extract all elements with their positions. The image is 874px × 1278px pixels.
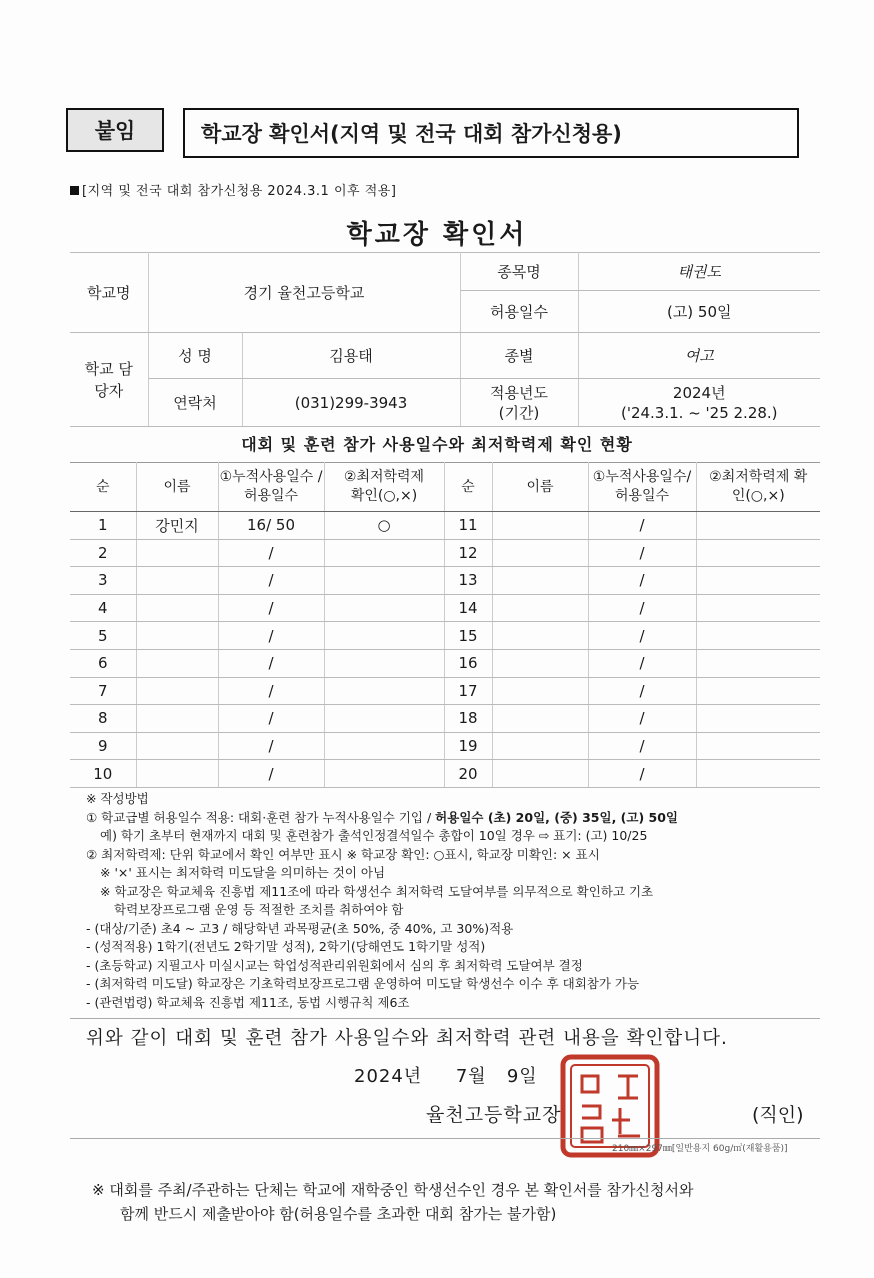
row-usage-right: / [588, 512, 696, 540]
row-check-right [696, 594, 820, 622]
apply-note-text: [지역 및 전국 대회 참가신청용 2024.3.1 이후 적용] [82, 184, 397, 199]
row-name [136, 760, 218, 788]
header-usage-text: ①누적사용일수 /허용일수 [219, 469, 323, 504]
year-text: 2024년 [672, 383, 726, 402]
row-usage-right: / [588, 539, 696, 567]
header-usage-right-text: ①누적사용일수/ 허용일수 [592, 469, 692, 504]
period-text: ('24.3.1. ~ '25 2.28.) [620, 403, 778, 422]
date-month: 7월 [455, 1066, 487, 1087]
header-usage-right [588, 463, 696, 512]
principal-signature: 율천고등학교장 [426, 1104, 562, 1126]
paper-spec: 210㎜×297㎜[일반용지 60g/㎡(재활용품)] [612, 1144, 788, 1154]
gender-label: 종별 [460, 333, 578, 379]
table-row [70, 649, 820, 677]
table-row [70, 622, 820, 650]
row-check [324, 594, 444, 622]
date-year: 2024년 [354, 1066, 423, 1087]
row-usage: / [218, 539, 324, 567]
row-name-right [492, 732, 588, 760]
divider [70, 1138, 820, 1139]
row-no-right: 14 [444, 594, 492, 622]
row-no: 5 [70, 622, 136, 650]
row-no: 2 [70, 539, 136, 567]
row-usage: / [218, 732, 324, 760]
row-check-right [696, 760, 820, 788]
table-row [70, 567, 820, 595]
row-no-right: 18 [444, 705, 492, 733]
row-check-right [696, 567, 820, 595]
table-row [70, 732, 820, 760]
table-row [70, 677, 820, 705]
note-2-a: ※ '×' 표시는 최저학력 미도달을 의미하는 것이 아님 [100, 865, 386, 880]
apply-note [70, 180, 396, 199]
row-no: 8 [70, 705, 136, 733]
header-min-grade-right [696, 463, 820, 512]
row-name-right [492, 760, 588, 788]
row-name-right [492, 677, 588, 705]
header-usage [218, 463, 324, 512]
note-2-b: ※ 학교장은 학교체육 진흥법 제11조에 따라 학생선수 최저학력 도달여부를 의무적으로 확인하고 기초 [100, 883, 654, 899]
header-no: 순 [70, 463, 136, 512]
divider [70, 1018, 820, 1019]
row-no: 10 [70, 760, 136, 788]
row-name-right [492, 512, 588, 540]
row-name-right [492, 567, 588, 595]
row-usage: 16/ 50 [218, 512, 324, 540]
row-usage: / [218, 705, 324, 733]
row-name [136, 649, 218, 677]
footer-note [92, 1178, 812, 1226]
row-no-right: 17 [444, 677, 492, 705]
info-table [70, 252, 820, 427]
row-check: ○ [324, 512, 444, 540]
seal-label: (직인) [752, 1104, 804, 1126]
row-no: 1 [70, 512, 136, 540]
page-title: 학교장 확인서 [346, 220, 528, 250]
note-1-example: 예) 학기 초부터 현재까지 대회 및 훈련참가 출석인정결석일수 총합이 10일 경우 ⇨ 표기: (고) 10/25 [100, 828, 648, 843]
header-name: 이름 [136, 463, 218, 512]
contact-label: 연락처 [148, 379, 242, 427]
usage-table [70, 462, 820, 788]
attachment-label: 붙임 [66, 108, 164, 152]
row-check [324, 567, 444, 595]
row-usage: / [218, 677, 324, 705]
row-name: 강민지 [136, 512, 218, 540]
year-value [578, 379, 820, 427]
year-label-text: 적용년도 (기간) [490, 383, 548, 422]
row-usage: / [218, 622, 324, 650]
row-usage-right: / [588, 760, 696, 788]
event-label: 종목명 [460, 253, 578, 291]
row-no: 9 [70, 732, 136, 760]
row-usage-right: / [588, 649, 696, 677]
notes-heading: ※ 작성방법 [86, 791, 149, 806]
row-name-right [492, 594, 588, 622]
row-check [324, 677, 444, 705]
row-no-right: 15 [444, 622, 492, 650]
detail-4: - (최저학력 미도달) 학교장은 기초학력보장프로그램 운영하여 미도달 학생선수 이수 후 대회참가 가능 [86, 976, 640, 991]
note-2-b-cont: 학력보장프로그램 운영 등 적절한 조치를 취하여야 함 [114, 902, 404, 917]
date-line [354, 1062, 538, 1088]
date-day: 9일 [506, 1066, 538, 1087]
row-no: 7 [70, 677, 136, 705]
document-header-title: 학교장 확인서(지역 및 전국 대회 참가신청용) [183, 108, 799, 158]
header-no-right: 순 [444, 463, 492, 512]
row-name-right [492, 649, 588, 677]
row-check-right [696, 539, 820, 567]
footer-line-1: ※ 대회를 주최/주관하는 단체는 학교에 재학중인 학생선수인 경우 본 확인서를 참가신청서와 [92, 1181, 694, 1199]
section-title: 대회 및 훈련 참가 사용일수와 최저학력제 확인 현황 [241, 435, 633, 454]
note-2: ② 최저학력제: 단위 학교에서 확인 여부만 표시 ※ 학교장 확인: ○표시, 학교장 미확인: × 표시 [86, 846, 600, 862]
row-check [324, 760, 444, 788]
row-check-right [696, 649, 820, 677]
row-check-right [696, 512, 820, 540]
gender-value: 여고 [578, 333, 820, 379]
row-no: 4 [70, 594, 136, 622]
row-name [136, 567, 218, 595]
row-check [324, 732, 444, 760]
note-1-b: 허용일수 (초) 20일, (중) 35일, (고) 50일 [435, 809, 678, 825]
header-min-grade-right-text: ②최저학력제 확인(○,×) [709, 469, 808, 504]
confirmation-statement: 위와 같이 대회 및 훈련 참가 사용일수와 최저학력 관련 내용을 확인합니다. [86, 1028, 728, 1049]
table-row [70, 594, 820, 622]
row-usage: / [218, 760, 324, 788]
school-value: 경기 율천고등학교 [148, 253, 460, 333]
row-name-right [492, 539, 588, 567]
row-name-right [492, 705, 588, 733]
allowed-days-label: 허용일수 [460, 291, 578, 333]
allowed-days-value: (고) 50일 [578, 291, 820, 333]
row-no-right: 13 [444, 567, 492, 595]
manager-label-text: 학교 담당자 [84, 359, 133, 400]
name-value: 김용태 [242, 333, 460, 379]
row-usage-right: / [588, 732, 696, 760]
header-name-right: 이름 [492, 463, 588, 512]
row-usage: / [218, 567, 324, 595]
manager-label [70, 333, 148, 427]
row-check [324, 705, 444, 733]
row-no: 6 [70, 649, 136, 677]
square-bullet-icon [70, 186, 79, 195]
row-no-right: 11 [444, 512, 492, 540]
row-usage: / [218, 594, 324, 622]
detail-1: - (대상/기준) 초4 ~ 고3 / 해당학년 과목평균(초 50%, 중 40%, 고 30%)적용 [86, 920, 514, 936]
year-label [460, 379, 578, 427]
school-label: 학교명 [70, 253, 148, 333]
table-row [70, 512, 820, 540]
row-name-right [492, 622, 588, 650]
note-1-a: ① 학교급별 허용일수 적용: 대회·훈련 참가 누적사용일수 기입 / [86, 809, 436, 825]
row-no-right: 20 [444, 760, 492, 788]
row-usage-right: / [588, 677, 696, 705]
table-row [70, 760, 820, 788]
writing-instructions [86, 790, 826, 1012]
row-usage-right: / [588, 622, 696, 650]
contact-value: (031)299-3943 [242, 379, 460, 427]
row-check-right [696, 705, 820, 733]
row-name [136, 732, 218, 760]
row-no: 3 [70, 567, 136, 595]
row-check [324, 649, 444, 677]
row-usage: / [218, 649, 324, 677]
row-no-right: 19 [444, 732, 492, 760]
row-name [136, 705, 218, 733]
row-no-right: 12 [444, 539, 492, 567]
row-usage-right: / [588, 705, 696, 733]
row-usage-right: / [588, 594, 696, 622]
event-value: 태권도 [578, 253, 820, 291]
row-name [136, 677, 218, 705]
row-usage-right: / [588, 567, 696, 595]
row-check-right [696, 677, 820, 705]
row-name [136, 594, 218, 622]
detail-5: - (관련법령) 학교체육 진흥법 제11조, 동법 시행규칙 제6조 [86, 994, 410, 1010]
row-check-right [696, 732, 820, 760]
detail-2: - (성적적용) 1학기(전년도 2학기말 성적), 2학기(당해연도 1학기말 성적) [86, 939, 486, 954]
row-check [324, 622, 444, 650]
row-no-right: 16 [444, 649, 492, 677]
name-label: 성 명 [148, 333, 242, 379]
row-name [136, 622, 218, 650]
header-min-grade-text: ②최저학력제 확인(○,×) [343, 469, 425, 504]
note-1 [86, 809, 826, 828]
row-check [324, 539, 444, 567]
table-row [70, 705, 820, 733]
detail-3: - (초등학교) 지필고사 미실시교는 학업성적관리위원회에서 심의 후 최저학력 도달여부 결정 [86, 957, 583, 973]
row-name [136, 539, 218, 567]
footer-line-2: 함께 반드시 제출받아야 함(허용일수를 초과한 대회 참가는 불가함) [120, 1205, 557, 1223]
header-min-grade [324, 463, 444, 512]
row-check-right [696, 622, 820, 650]
table-row [70, 539, 820, 567]
